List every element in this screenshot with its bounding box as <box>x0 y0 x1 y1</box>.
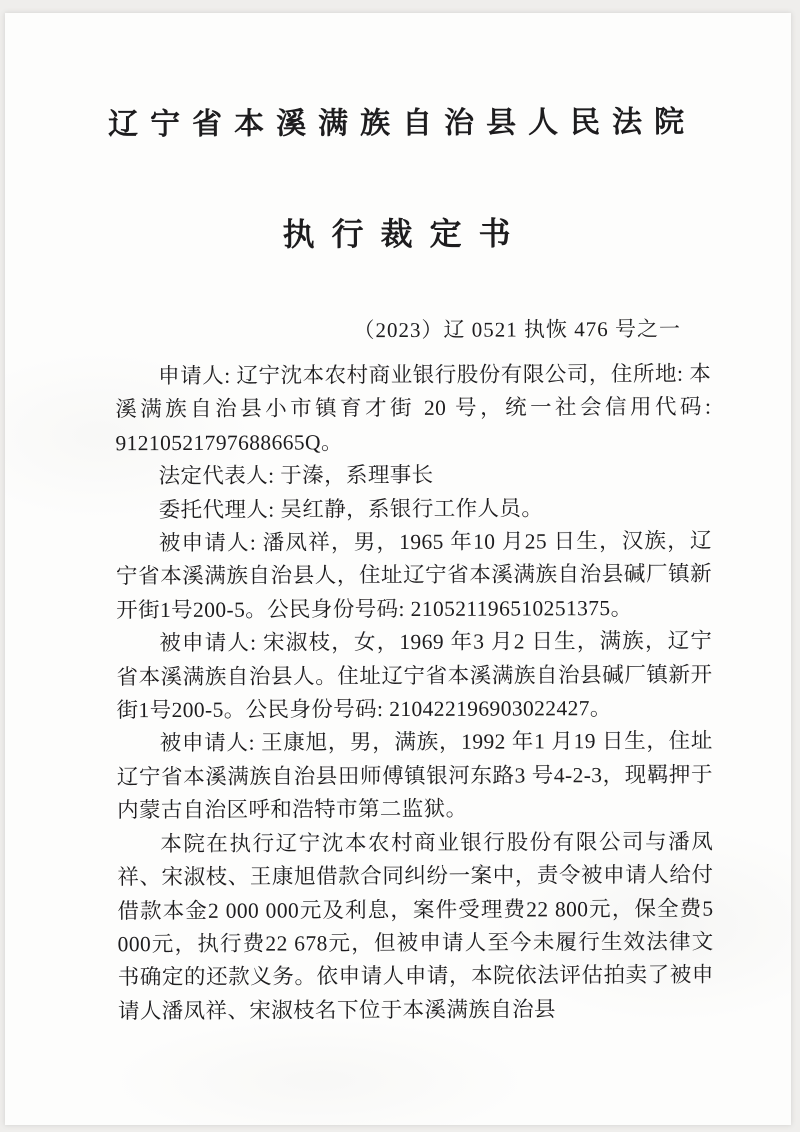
paragraph: 被申请人: 潘凤祥，男，1965 年10 月25 日生，汉族，辽宁省本溪满族自治县人，住址辽宁省本溪满族自治县碱厂镇新开街1号200-5。公民身份号码: 210521196510251375。 <box>115 528 713 623</box>
paragraph: 本院在执行辽宁沈本农村商业银行股份有限公司与潘凤祥、宋淑枝、王康旭借款合同纠纷一案中，责令被申请人给付借款本金2 000 000元及利息，案件受理费22 800元，保全费5 000元，执行费22 678元，但被申请人至今未履行生效法律文书确定的还款义务。依申请人申请，本院依法评估拍卖了被申请人潘凤祥、宋淑枝名下位于本溪满族自治县 <box>117 829 714 1023</box>
document-title: 执行裁定书 <box>282 215 528 253</box>
page-content <box>3 11 794 1126</box>
paragraph-list <box>115 358 714 1029</box>
paragraph: 委托代理人: 吴红静，系银行工作人员。 <box>158 495 544 522</box>
document-body <box>115 313 714 1029</box>
case-number: （2023）辽 0521 执恢 476 号之一 <box>353 316 682 343</box>
court-name: 辽宁省本溪满族自治县人民法院 <box>107 105 697 142</box>
document-page <box>5 13 791 1125</box>
paragraph: 被申请人: 宋淑枝，女，1969 年3 月2 日生，满族，辽宁省本溪满族自治县人。住址辽宁省本溪满族自治县碱厂镇新开街1号200-5。公民身份号码: 210422196903022427。 <box>116 628 713 723</box>
paragraph: 法定代表人: 于溱，系理事长 <box>158 463 434 489</box>
paragraph: 被申请人: 王康旭，男，满族，1992 年1 月19 日生，住址辽宁省本溪满族自治县田师傅镇银河东路3 号4-2-3，现羁押于内蒙古自治区呼和浩特市第二监狱。 <box>116 729 713 823</box>
paragraph: 申请人: 辽宁沈本农村商业银行股份有限公司，住所地: 本溪满族自治县小市镇育才街 20 号，统一社会信用代码: 91210521797688665Q。 <box>115 361 712 456</box>
